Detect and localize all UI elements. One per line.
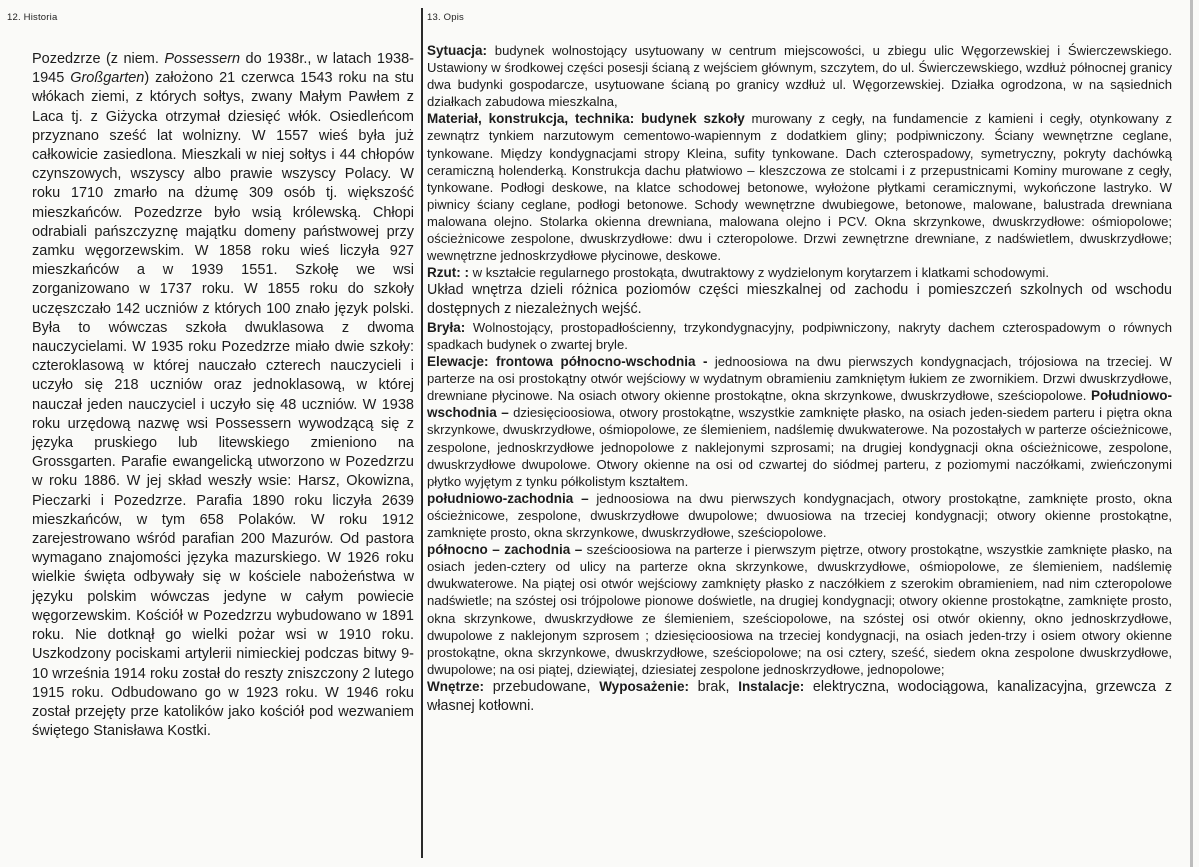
history-name-2: Großgarten bbox=[70, 70, 145, 87]
history-text-3: ) założono 21 czerwca 1543 roku na stu włókach ziemi, z których sołtys, zwany Małym Pawłem z Laca tj. z Giżycka otrzymał dziesięć włók. Osiedleńcom przyznano sześć lat wolnizny. W 1557 wieś była już całkowicie zasiedlona. Mieszkali w niej sołtys i 44 chłopów czynszowych, wszyscy albo prawie wszyscy Polacy. W roku 1710 zmarło na dżumę 309 osób tj. większość mieszkańców. Pozedzrze było wsią królewską. Chłopi odrabiali pańszczyznę majątku domeny państwowej przy zamku węgorzewskim. W 1858 roku wieś liczyła 927 mieszkańców a w 1939 1551. Szkołę we wsi zorganizowano w 1737 roku. W 1855 roku do szkoły uczęszczało 142 uczniów z których 100 znało język polski. Była to wówczas szkoła dwuklasowa z dwoma nauczycielami. W 1935 roku Pozedzrze miało dwie szkoły: czteroklasową w której nauczało czterech nauczycieli i uczyło się 218 uczniów oraz jednoklasową, w której nauczał jeden nauczyciel i uczyło się 48 uczniów. W 1938 roku urzędową nazwę wsi Possessern wywodzącą się z języka pruskiego lub litewskiego zmieniono na Grossgarten. Parafie ewangelicką utworzono w Pozedzrzu w roku 1886. W jej skład weszły wsie: Harsz, Okowizna, Pieczarki i Pozedzrze. Parafia 1890 roku liczyła 2639 mieszkańców, w tym 658 Polaków. W roku 1912 zarejestrowano wśród parafian 200 Mazurów. Od pastora wymagano znajomości języka mazurskiego. W 1926 roku wielkie święta odbywały się w kościele nabożeństwa w języku polskim wówczas jedyne w całym powiecie węgorzewskim. Kościół w Pozedzrzu wybudowano w 1891 roku. Nie dotknął go wielki pożar wsi w 1910 roku. Uszkodzony pociskami artylerii nimieckiej podczas bitwy 9-10 września 1914 roku został do reszty zniszczony 2 lutego 1915 roku. Odbudowano go w 1923 roku. W 1946 roku został przejęty prze katolików jako kościół pod wezwaniem świętego Stanisława Kostki. bbox=[32, 70, 414, 740]
elewacje-text: jednoosiowa na dwu pierwszych kondygnacjach, trójosiowa na trzeciej. W parterze na osi prostokątny otwór wejściowy w wydatnym obramieniu zamkniętym łukiem ze zwornikiem. Drzwi dwuskrzydłowe, drewniane płycinowe. Na osiach otwory okienne prostokątne, okna skrzynkowe, dwuskrzydłowe, sześciopolowe. bbox=[427, 354, 1172, 404]
instalacje-label: Instalacje: bbox=[738, 678, 805, 694]
elewacje-label: Elewacje: frontowa północno-wschodnia - bbox=[427, 354, 708, 370]
section-header-history: 12. Historia bbox=[7, 12, 58, 23]
pn-zach-label: północno – zachodnia – bbox=[427, 542, 583, 558]
wnetrze-paragraph bbox=[427, 678, 1172, 716]
wnetrze-label: Wnętrze: bbox=[427, 678, 484, 694]
rzut-text: w kształcie regularnego prostokąta, dwutraktowy z wydzielonym korytarzem i klatkami schodowymi. bbox=[468, 265, 1049, 281]
history-paragraph bbox=[32, 50, 414, 741]
pn-zach-text: sześcioosiowa na parterze i pierwszym piętrze, otwory prostokątne, wszystkie zamknięte płasko, na osiach jeden-cztery od ulicy na parterze okna skrzynkowe, dwuskrzydłowe, ośmiopolowe, ze ślemieniem, nadślemię dwukwaterowe. Na piątej osi otwór wejściowy zamknięty płasko z naczółkiem z szerokim obramieniem, nad nim czteropolowe nadświetle; na szóstej osi trójpolowe pionowe doświetle, na drugiej kondygnacji; otwory okienne prostokątne, zamknięte prosto, okna skrzynkowe, dwuskrzydłowe ze ślemieniem, sześciopolowe, na szóstej osi otwór okienny, okno jednoskrzydłowe, dwupolowe z naklejonym szprosem ; dziesięcioosiowa na trzeciej kondygnacji, na osiach jeden-trzy i osiem otwory okienne prostokątne, okna skrzynkowe, dwuskrzydłowe, sześciopolowe; na osi cztery, sześć, siedem okna zespolone dwuskrzydłowe, dwupolowe; na osi piątej, dziewiątej, dziesiatej zespolone jednoskrzydłowe, jednopolowe; bbox=[427, 542, 1172, 677]
column-divider bbox=[421, 8, 423, 858]
sytuacja-text: budynek wolnostojący usytuowany w centrum miejscowości, u zbiegu ulic Węgorzewskiej i Świerczewskiego. Ustawiony w środkowej części posesji ścianą z wejściem głównym, szczytem, do ul. Świerczewskiego, wzdłuż północnej granicy dwa budynki gospodarcze, usytuowane ścianą po granicy wzdłuż ul. Węgorzewskiej. Działka ogrodzona, w na sąsiednich działkach zabudowa mieszkalna, bbox=[427, 43, 1172, 110]
section-header-description: 13. Opis bbox=[427, 12, 464, 23]
bryla-text: Wolnostojący, prostopadłościenny, trzykondygnacyjny, podpiwniczony, nakryty dachem czterospadowym o równych spadkach budynek o zwartej bryle. bbox=[427, 319, 1172, 352]
material-paragraph bbox=[427, 110, 1172, 264]
sytuacja-label: Sytuacja: bbox=[427, 43, 488, 58]
history-column bbox=[7, 12, 414, 741]
wyposazenie-label: Wyposażenie: bbox=[599, 678, 689, 694]
pd-zach-text: jednoosiowa na dwu pierwszych kondygnacjach, otwory prostokątne, zamknięte prosto, okna ościeżnicowe, zespolone, dwuskrzydłowe dwupolowe; dwuosiowa na trzeciej kondygnacji; otwory okienne prostokątne, zamknięte prosto, okna skrzynkowe, dwuskrzydłowe, sześciopolowe. bbox=[427, 490, 1172, 541]
page-edge-shadow bbox=[1190, 0, 1193, 867]
elewacje-paragraph bbox=[427, 353, 1172, 490]
pd-wsch-text: dziesięcioosiowa, otwory prostokątne, wszystkie zamknięte płasko, na osiach jeden-siedem parteru i piętra okna skrzynkowe, dwuskrzydłowe, ośmiopolowe, ze ślemieniem, nadślemię dwukwaterowe. Na pozostałych w parterze ościeżnicowe, zespolone, jednoskrzydłowe jednopolowe z naklejonymi szprosami; na drugiej kondygnacji okna ościeżnicowe, zespolone, dwuskrzydłowe dwupolowe. Otwory okienne na osi od czwartej do siódmej parteru, z poziomymi naczółkami, zwieńczonymi płytko wyjętym z tynku półkolistym kształtem. bbox=[427, 405, 1172, 489]
description-column bbox=[427, 12, 1172, 715]
rzut-label: Rzut: : bbox=[427, 265, 469, 281]
pn-zach-paragraph bbox=[427, 541, 1172, 678]
bryla-label: Bryła: bbox=[427, 319, 466, 335]
wnetrze-text: przebudowane, bbox=[484, 678, 600, 695]
pd-wsch-label: Południowo-wschodnia – bbox=[427, 388, 1172, 421]
history-name-1: Possessern bbox=[164, 51, 241, 67]
history-text-2: do 1938r., w latach 1938-1945 bbox=[32, 51, 414, 87]
pd-zach-label: południowo-zachodnia – bbox=[427, 490, 589, 506]
history-text-1: Pozedzrze (z niem. bbox=[32, 51, 165, 67]
material-text: murowany z cegły, na fundamencie z kamieni i cegły, otynkowany z zewnątrz tynkiem narzutowym cementowo-wapiennym z dodatkiem gliny; podpiwniczony. Ściany wewnętrzne ceglane, tynkowane. Między kondygnacjami stropy Kleina, sufity tynkowane. Dach czterospadowy, symetryczny, pokryty dachówką ceramiczną holenderką. Konstrukcja dachu płatwiowo – kleszczowa ze stolcami i z przepustnicami Kominy murowane z cegły, tynkowane. Podłogi deskowe, na klatce schodowej betonowe, wyłożone płytkami ceramicznymi, wykończone lastryko. W piwnicy ściany ceglane, podłogi betonowe. Schody wewnętrzne dwubiegowe, betonowe, malowane, balustrada drewniana malowana olejno. Stolarka okienna drewniana, malowana olejno i PCV. Okna skrzynkowe, dwuskrzydłowe: ośmiopolowe; ościeżnicowe zespolone, dwuskrzydłowe: dwu i czteropolowe. Drzwi zewnętrzne drewniane, z nadświetlem, dwuskrzydłowe; wewnętrzne jednoskrzydłowe płycinowe, deskowe. bbox=[427, 111, 1172, 264]
pd-zach-paragraph bbox=[427, 490, 1172, 541]
sytuacja-paragraph bbox=[427, 42, 1172, 110]
material-label: Materiał, konstrukcja, technika: budynek szkoły bbox=[427, 111, 745, 127]
wyposazenie-text: brak, bbox=[688, 678, 739, 695]
instalacje-text: elektryczna, wodociągowa, kanalizacyjna, grzewcza z własnej kotłowni. bbox=[427, 678, 1172, 714]
bryla-paragraph bbox=[427, 319, 1172, 353]
uklad-paragraph: Układ wnętrza dzieli różnica poziomów części mieszkalnej od zachodu i pomieszczeń szkolnych od wschodu dostępnych z niezależnych wejść. bbox=[427, 282, 1172, 318]
rzut-paragraph bbox=[427, 264, 1172, 281]
